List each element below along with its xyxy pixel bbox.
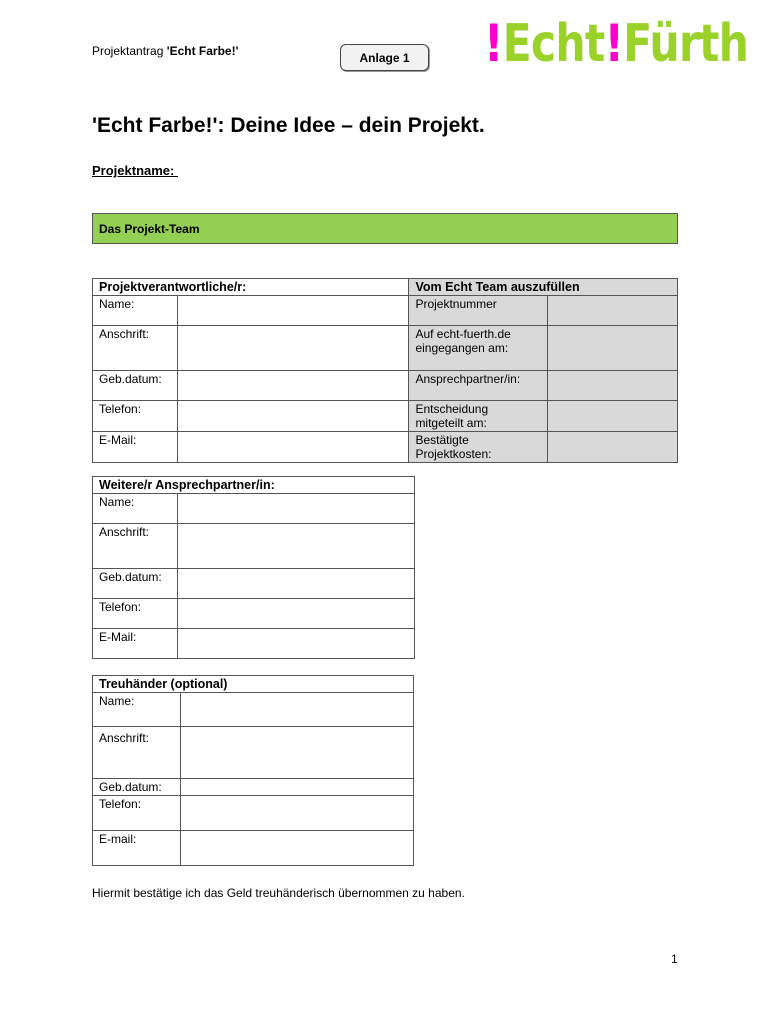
lead-email-field[interactable] [177, 432, 409, 463]
trustee-confirmation-text: Hiermit bestätige ich das Geld treuhänderisch übernommen zu haben. [92, 886, 465, 900]
trustee-email-label: E-mail: [93, 831, 181, 866]
contact-phone-field[interactable] [177, 599, 414, 629]
trustee-header: Treuhänder (optional) [93, 676, 414, 693]
trustee-birthdate-label: Geb.datum: [93, 779, 181, 796]
contact-person-label: Ansprechpartner/in: [409, 371, 548, 401]
trustee-email-field[interactable] [180, 831, 413, 866]
contact-email-label: E-Mail: [93, 629, 178, 659]
lead-email-label: E-Mail: [93, 432, 178, 463]
trustee-address-label: Anschrift: [93, 727, 181, 779]
header-project-name: 'Echt Farbe!' [166, 44, 239, 58]
lead-address-field[interactable] [177, 326, 409, 371]
contact-address-label: Anschrift: [93, 524, 178, 569]
contact-name-field[interactable] [177, 494, 414, 524]
team-section-label: Das Projekt-Team [99, 221, 200, 236]
anlage-label: Anlage 1 [359, 50, 410, 65]
projektnummer-field[interactable] [548, 296, 678, 326]
lead-address-label: Anschrift: [93, 326, 178, 371]
projektname-label: Projektname: [92, 163, 178, 178]
page-title: 'Echt Farbe!': Deine Idee – dein Projekt. [92, 114, 485, 137]
approved-costs-label: Bestätigte Projektkosten: [409, 432, 548, 463]
trustee-table [92, 675, 414, 866]
trustee-address-field[interactable] [180, 727, 413, 779]
contact-name-label: Name: [93, 494, 178, 524]
lead-phone-label: Telefon: [93, 401, 178, 432]
lead-birthdate-label: Geb.datum: [93, 371, 178, 401]
team-section-bar [92, 213, 678, 244]
contact-email-field[interactable] [177, 629, 414, 659]
lead-phone-field[interactable] [177, 401, 409, 432]
logo-exclamation-2: ! [604, 14, 624, 74]
decision-date-label: Entscheidung mitgeteilt am: [409, 401, 548, 432]
lead-name-field[interactable] [177, 296, 409, 326]
trustee-birthdate-field[interactable] [180, 779, 413, 796]
contact-birthdate-field[interactable] [177, 569, 414, 599]
anlage-badge [340, 44, 429, 71]
received-date-label: Auf echt-fuerth.de eingegangen am: [409, 326, 548, 371]
contact-phone-label: Telefon: [93, 599, 178, 629]
trustee-name-field[interactable] [180, 693, 413, 727]
page-number: 1 [671, 952, 678, 966]
logo-exclamation-1: ! [484, 14, 503, 74]
team-use-header: Vom Echt Team auszufüllen [409, 279, 678, 296]
project-lead-header: Projektverantwortliche/r: [93, 279, 409, 296]
contact-person-header: Weitere/r Ansprechpartner/in: [93, 477, 415, 494]
project-lead-table [92, 278, 678, 463]
contact-person-field[interactable] [548, 371, 678, 401]
trustee-name-label: Name: [93, 693, 181, 727]
decision-date-field[interactable] [548, 401, 678, 432]
contact-birthdate-label: Geb.datum: [93, 569, 178, 599]
logo-word-echt: Echt [502, 14, 605, 74]
echt-fuerth-logo [484, 16, 748, 72]
approved-costs-field[interactable] [548, 432, 678, 463]
trustee-phone-field[interactable] [180, 796, 413, 831]
contact-person-table [92, 476, 415, 659]
lead-birthdate-field[interactable] [177, 371, 409, 401]
header-prefix: Projektantrag [92, 44, 167, 58]
header-project-label [92, 44, 238, 58]
contact-address-field[interactable] [177, 524, 414, 569]
projektnummer-label: Projektnummer [409, 296, 548, 326]
lead-name-label: Name: [93, 296, 178, 326]
received-date-field[interactable] [548, 326, 678, 371]
trustee-phone-label: Telefon: [93, 796, 181, 831]
logo-word-fuerth: Fürth [623, 14, 749, 74]
